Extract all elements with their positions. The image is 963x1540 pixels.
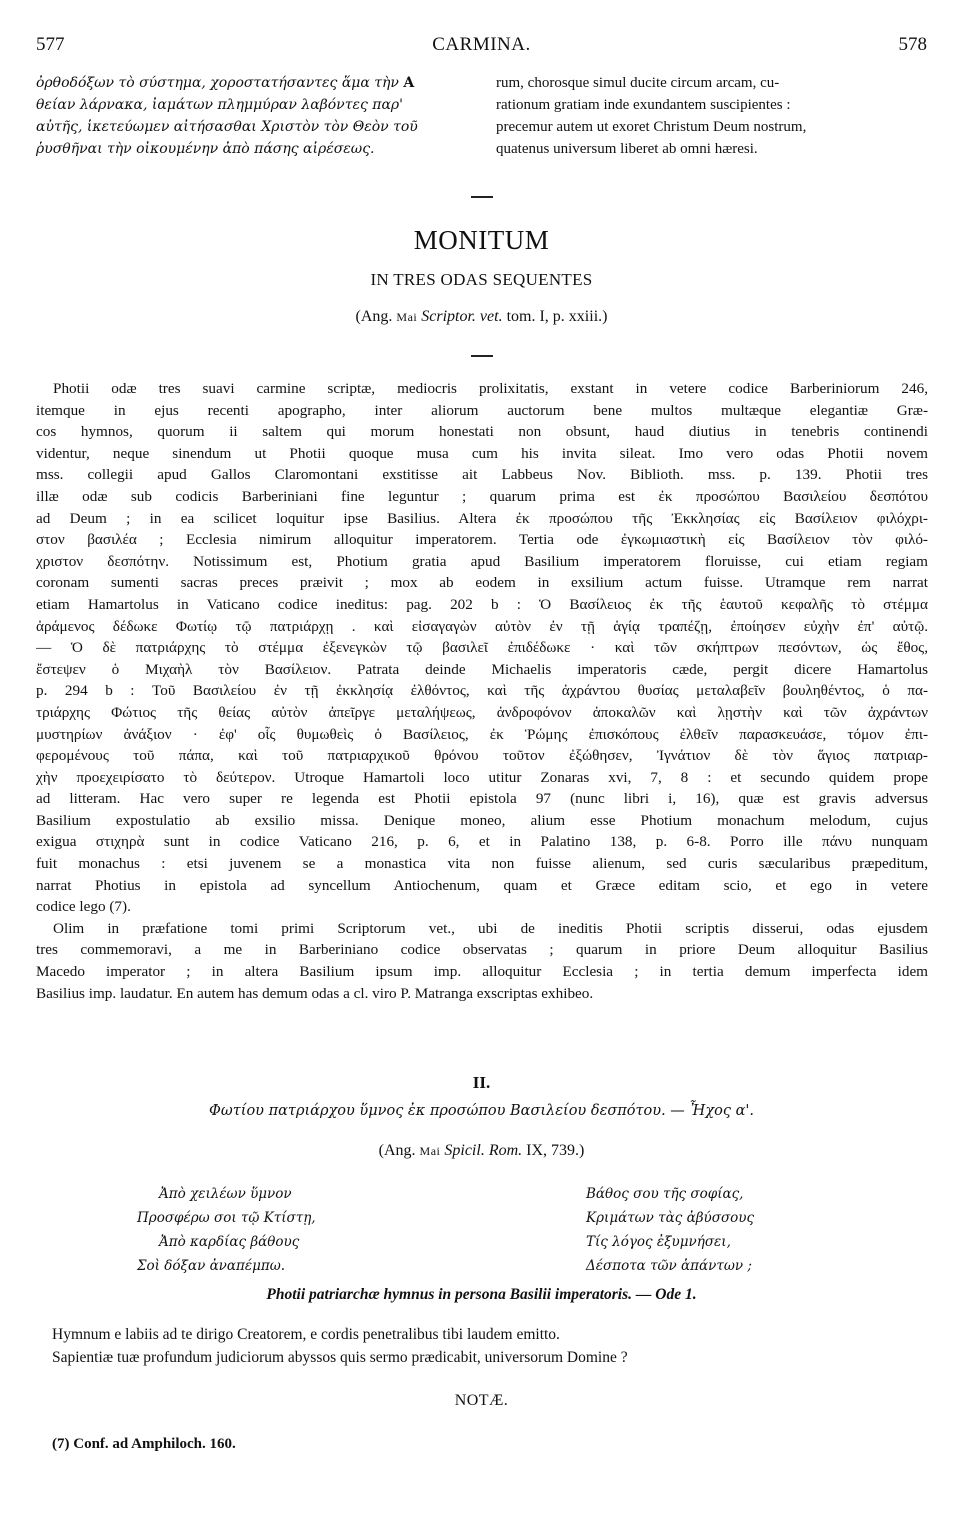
verse-line: Κριμάτων τὰς ἀβύσσους [586,1210,755,1226]
verses-left [137,1182,316,1278]
body-line: μυστηρίων ἀνάξιον · ἐφ' οἷς θυμωθεὶς ὁ Βασίλειος, ἐκ Ῥώμης ἐπισκόπους ἐλθεῖν παρασκευάσε, τόμον ἐπι- [36,725,928,743]
ode-number: II. [472,1073,491,1092]
running-title: CARMINA. [432,34,531,55]
latin-line: precemur autem ut exoret Christum Deum nostrum, [496,119,807,135]
body-line: — Ὁ δὲ πατριάρχης τὸ στέμμα ἐξενεγκὼν τῷ βασιλεῖ ἐπιδέδωκε · καὶ τῶν σκήπτρων πεσόντων, ὡς ἔθος, [36,639,928,657]
body-line: στον βασιλέα ; Ecclesia nimirum alloquitur imperatorem. Tertia ode ἐγκωμιαστικὴ εἰς Βασίλειον τὸν φιλό- [36,531,928,549]
body-line: codice lego (7). [36,898,131,916]
body-line: Basilius imp. laudatur. En autem has demum odas a cl. viro P. Matranga exscriptas exhibeo. [36,984,594,1002]
body-line: mss. collegii apud Gallos Claromontani exstitisse ait Labbeus Nov. Biblioth. mss. p. 139. Photii tres [36,466,928,484]
verse-line: Δέσποτα τῶν ἁπάντων ; [586,1258,752,1274]
body-line: cos hymnos, quorum ii saltem qui morum honestati non obsunt, haud diutius in tenebris continendi [36,423,928,441]
body-line: exigua στιχηρὰ sunt in codice Vaticano 216, p. 6, et in Palatino 138, p. 6-8. Porro ille πάνυ nunquam [36,833,928,851]
body-line: τριάρχης Φώτιος τῆς θείας αὐτὸν ἀπεῖργε μεταλήψεως, ἀνδροφόνον ἀποκαλῶν καὶ λῃστὴν καὶ τῶν ἀχράντων [36,703,928,721]
verse-line: Βάθος σου τῆς σοφίας, [586,1186,744,1202]
verse-line: Τίς λόγος ἐξυμνήσει, [586,1234,731,1250]
body-line: tres commemoravi, a me in Barberiniano codice observatas ; quarum in priore Deum alloquitur Basilius [36,941,928,959]
body-line: Olim in præfatione tomi primi Scriptorum vet., ubi de ineditis Photii scriptis disserui, odas ejusdem [53,919,928,937]
body-line: itemque in ejus recenti apographo, inter aliorum auctorum bene multos multæque elegantiæ Græ- [36,401,928,419]
monitum-reference: (Ang. Mai Scriptor. vet. tom. I, p. xxiii.) [355,308,608,325]
section-divider [471,196,493,198]
ref-work: Scriptor. vet. [421,308,503,325]
verse-line: Ἀπὸ χειλέων ὕμνον [159,1186,292,1202]
body-line: Basilium expostulatio ab exsilio missa. Denique moneo, alium esse Photium monachum melodum, cujus [36,811,928,829]
right-page-number: 578 [898,34,927,55]
body-line: illæ odæ sub codicis Barberiniani fine leguntur ; quarum prima est ἐκ προσώπου Βασιλείου δεσπότου [36,487,928,505]
ode-reference: (Ang. Mai Spicil. Rom. IX, 739.) [378,1142,585,1159]
left-page-number: 577 [36,34,65,55]
ref-work: Spicil. Rom. [444,1142,523,1159]
ode-translation [52,1323,928,1369]
verse-line: Προσφέρω σοι τῷ Κτίστῃ, [137,1210,316,1226]
body-line: φερομένους τοῦ πάπα, καὶ τοῦ πατριαρχικοῦ θρόνου τοῦτον ἐξώθησεν, Ἰγνάτιον δὲ τὸν ἅγιος πατριαρ- [36,747,928,765]
verse-line: Ἀπὸ καρδίας βάθους [159,1234,300,1250]
latin-column [496,72,928,160]
body-line: χριστον δεσπότην. Notissimum est, Photium gratia apud Basilium imperatorem floruisse, cui etiam regiam [36,552,928,570]
body-line: coronam sumenti sacras preces præivit ; mox ab eodem in exsilium actum fuisse. Utramque rem narrat [36,574,928,592]
body-line: narrat Photius in epistola ad syncellum Antiochenum, quam et Græce editam scio, et ego in vetere [36,876,928,894]
body-line: p. 294 b : Τοῦ Βασιλείου ἐν τῇ ἐκκλησίᾳ ἐλθόντος, καὶ τῆς ἀχράντου θυσίας μεταλαβεῖν βουληθέντος, ὁ πα- [36,682,928,700]
ode-greek-title: Φωτίου πατριάρχου ὕμνος ἐκ προσώπου Βασιλείου δεσπότου. — Ἦχος α'. [209,1103,754,1119]
body-line: Photii odæ tres suavi carmine scriptæ, mediocris prolixitatis, exstant in vetere codice Barberiniorum 246, [53,380,928,397]
body-line: ad Deum ; in ea scilicet loquitur ipse Basilius. Altera ἐκ προσώπου τῆς Ἐκκλησίας εἰς Βασίλειον φιλόχρι- [36,509,928,527]
translation-line: Sapientiæ tuæ profundum judiciorum abyssos quis sermo prædicabit, universorum Domine ? [52,1349,628,1366]
greek-line: θείαν λάρνακα, ἰαμάτων πλημμύραν λαβόντες παρ' [36,97,403,113]
body-line: etiam Hamartolus in Vaticano codice ineditus: pag. 202 b : Ὁ Βασίλειος ἐκ τῆς ἑαυτοῦ κεφαλῆς τὸ στέμμα [36,595,928,613]
monitum-body [36,378,928,1004]
translation-line: Hymnum e labiis ad te dirigo Creatorem, e cordis penetralibus tibi laudem emitto. [52,1326,560,1343]
footnote: (7) Conf. ad Amphiloch. 160. [52,1436,236,1452]
latin-line: rum, chorosque simul ducite circum arcam, cu- [496,75,780,91]
greek-column [36,72,486,160]
body-line: χὴν προεχειρίσατο τὸ δεύτερον. Utroque Hamartoli loco utitur Zonaras xvi, 7, 8 : et secundo quidem prope [36,768,928,786]
greek-line: ὀρθοδόξων τὸ σύστημα, χοροστατήσαντες ἅμα τὴν A [36,75,415,91]
section-divider [471,355,493,357]
latin-line: quatenus universum liberet ab omni hæresi. [496,141,758,157]
latin-line: rationum gratiam inde exundantem suscipientes : [496,97,791,113]
monitum-title: MONITUM [413,225,550,255]
body-line: ad litteram. Hac vero super re legenda est Photii epistola 97 (nunc libri i, 16), quæ est gravis adversus [36,790,928,808]
body-line: fuit monachus : etsi juvenem se a monastica vita non fuisse alienum, sed curis sæcularibus præpeditum, [36,855,928,873]
body-line: videntur, neque sinendum ut Photii quoque musa cum his invita sileat. Imo vero odas Photii novem [36,444,928,462]
body-line: ἀράμενος δέδωκε Φωτίῳ τῷ πατριάρχῃ . καὶ εἰσαγαγὼν αὐτὸν ἐν τῇ ἁγίᾳ τραπέζῃ, ἐποίησεν εὐχὴν ἐπ' αὐτῷ. [36,617,928,635]
ode-latin-title: Photii patriarchæ hymnus in persona Basilii imperatoris. — Ode 1. [266,1286,697,1303]
ref-author: Mai [396,310,418,324]
notae-heading: NOTÆ. [454,1392,509,1409]
verse-line: Σοὶ δόξαν ἀναπέμπω. [137,1258,286,1274]
greek-line: ῥυσθῆναι τὴν οἰκουμένην ἀπὸ πάσης αἱρέσεως. [36,141,375,157]
page-header [36,34,927,58]
column-marker: A [403,75,415,91]
body-line: Macedo imperator ; in altera Basilium ipsum imp. alloquitur Ecclesia ; in tertia demum imperfecta idem [36,963,928,981]
ref-author: Mai [419,1144,441,1158]
body-line: ἔστεψεν ὁ Μιχαὴλ τὸν Βασίλειον. Patrata deinde Michaelis imperatoris cæde, pergit dicere Hamartolus [36,660,928,678]
greek-line: αὐτῆς, ἱκετεύωμεν αἰτήσασθαι Χριστὸν τὸν Θεὸν τοῦ [36,119,418,135]
monitum-subtitle: IN TRES ODAS SEQUENTES [370,270,593,289]
verses-right [586,1182,754,1278]
